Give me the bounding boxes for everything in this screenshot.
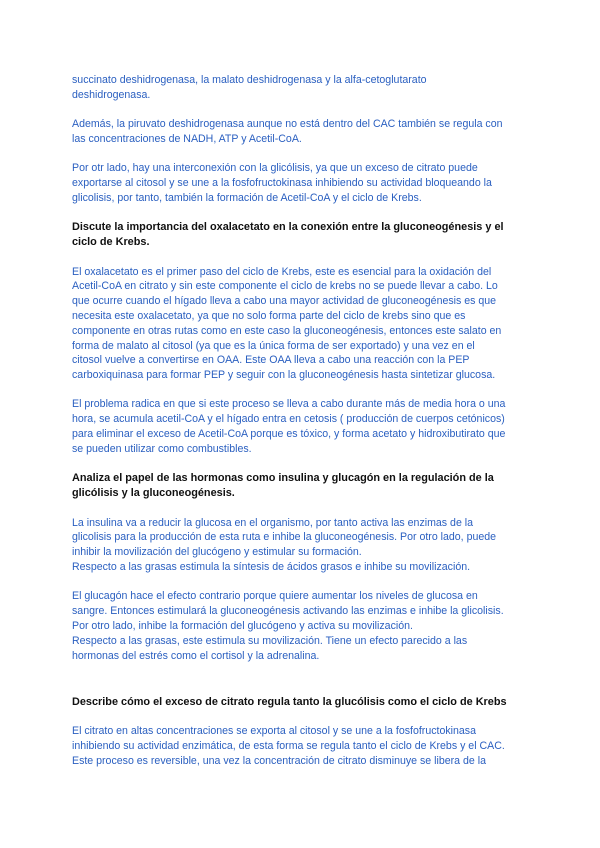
text-line: hora, se acumula acetil-CoA y el hígado entra en cetosis ( producción de cuerpos cetónicos) (72, 413, 505, 426)
paragraph-dehydrogenases (72, 73, 530, 103)
question-oxaloacetate (72, 220, 530, 250)
text-line: El problema radica en que si este proceso se lleva a cabo durante más de media hora o una (72, 398, 506, 411)
text-line: La insulina va a reducir la glucosa en el organismo, por tanto activa las enzimas de la (72, 516, 474, 529)
paragraph-glucagon (72, 589, 530, 663)
question-line: glicólisis y la gluconeogénesis. (72, 487, 235, 500)
text-line: Además, la piruvato deshidrogenasa aunque no está dentro del CAC también se regula con (72, 118, 503, 131)
paragraph-insulin (72, 516, 530, 575)
text-line: exportarse al citosol y se une a la fosfofructokinasa inhibiendo su actividad bloqueando la (72, 176, 492, 189)
paragraph-glycolysis-interconnection (72, 161, 530, 205)
question-hormones (72, 471, 530, 501)
text-line: Por otr lado, hay una interconexión con la glicólisis, ya que un exceso de citrato puede (72, 162, 478, 175)
text-line: Respecto a las grasas, este estimula su movilización. Tiene un efecto parecido a las (72, 634, 468, 647)
text-line: deshidrogenasa. (72, 88, 151, 101)
text-line: El oxalacetato es el primer paso del ciclo de Krebs, este es esencial para la oxidación del (72, 265, 492, 278)
text-line: Acetil-CoA en citrato y sin este componente el ciclo de krebs no se puede llevar a cabo. Lo (72, 280, 498, 293)
text-line: succinato deshidrogenasa, la malato deshidrogenasa y la alfa-cetoglutarato (72, 74, 427, 86)
paragraph-citrate-answer (72, 724, 530, 768)
text-line: se pueden utilizar como combustibles. (72, 442, 252, 455)
question-line: Discute la importancia del oxalacetato en la conexión entre la gluconeogénesis y el (72, 221, 504, 234)
text-line: glicolisis, por tanto, también la formación de Acetil-CoA y el ciclo de Krebs. (72, 191, 422, 204)
text-line: citosol vuelve a convertirse en OAA. Este OAA lleva a cabo una reacción con la PEP (72, 354, 470, 367)
question-line: Describe cómo el exceso de citrato regula tanto la glucólisis como el ciclo de Krebs (72, 695, 507, 708)
paragraph-oxaloacetate-answer (72, 265, 530, 383)
text-line: El citrato en altas concentraciones se exporta al citosol y se une a la fosfofructokinasa (72, 725, 476, 738)
text-line: las concentraciones de NADH, ATP y Acetil-CoA. (72, 132, 302, 145)
text-line: inhibir la movilización del glucógeno y estimular su formación. (72, 546, 362, 559)
text-line: El glucagón hace el efecto contrario porque quiere aumentar los niveles de glucosa en (72, 590, 478, 603)
text-line: componente en otras rutas como en este caso la gluconeogénesis, entonces este salato en (72, 324, 502, 337)
text-line: para eliminar el exceso de Acetil-CoA porque es tóxico, y forma acetato y hidroxibutirato que (72, 428, 506, 441)
text-line: hormonas del estrés como el cortisol y la adrenalina. (72, 649, 320, 662)
paragraph-ketosis (72, 397, 530, 456)
text-line: Respecto a las grasas estimula la síntesis de ácidos grasos e inhibe su movilización. (72, 561, 471, 574)
text-line: glicolisis para la producción de esta ruta e inhibe la gluconeogénesis. Por otro lado, puede (72, 531, 497, 544)
text-line: inhibiendo su actividad enzimática, de esta forma se regula tanto el ciclo de Krebs y el CAC. (72, 740, 505, 753)
text-line: Este proceso es reversible, una vez la concentración de citrato disminuye se libera de la (72, 754, 486, 767)
text-line: forma de malato al citosol (ya que es la única forma de ser exportado) y una vez en el (72, 339, 475, 352)
question-line: ciclo de Krebs. (72, 236, 150, 249)
paragraph-pyruvate-dehydrogenase (72, 117, 530, 147)
question-line: Analiza el papel de las hormonas como insulina y glucagón en la regulación de la (72, 472, 494, 485)
text-line: necesita este oxalacetato, ya que no solo forma parte del ciclo de krebs sino que es (72, 309, 466, 322)
text-line: Por otro lado, inhibe la formación del glucógeno y activa su movilización. (72, 619, 413, 632)
text-line: sangre. Entonces estimulará la gluconeogénesis activando las enzimas e inhibe la glicolisis. (72, 605, 504, 618)
text-line: que ocurre cuando el hígado lleva a cabo una mayor actividad de gluconeogénesis es que (72, 295, 497, 308)
text-line: carboxiquinasa para formar PEP y seguir con la gluconeogénesis hasta sintetizar glucosa. (72, 369, 496, 382)
document-body (72, 73, 530, 769)
question-citrate (72, 695, 530, 710)
